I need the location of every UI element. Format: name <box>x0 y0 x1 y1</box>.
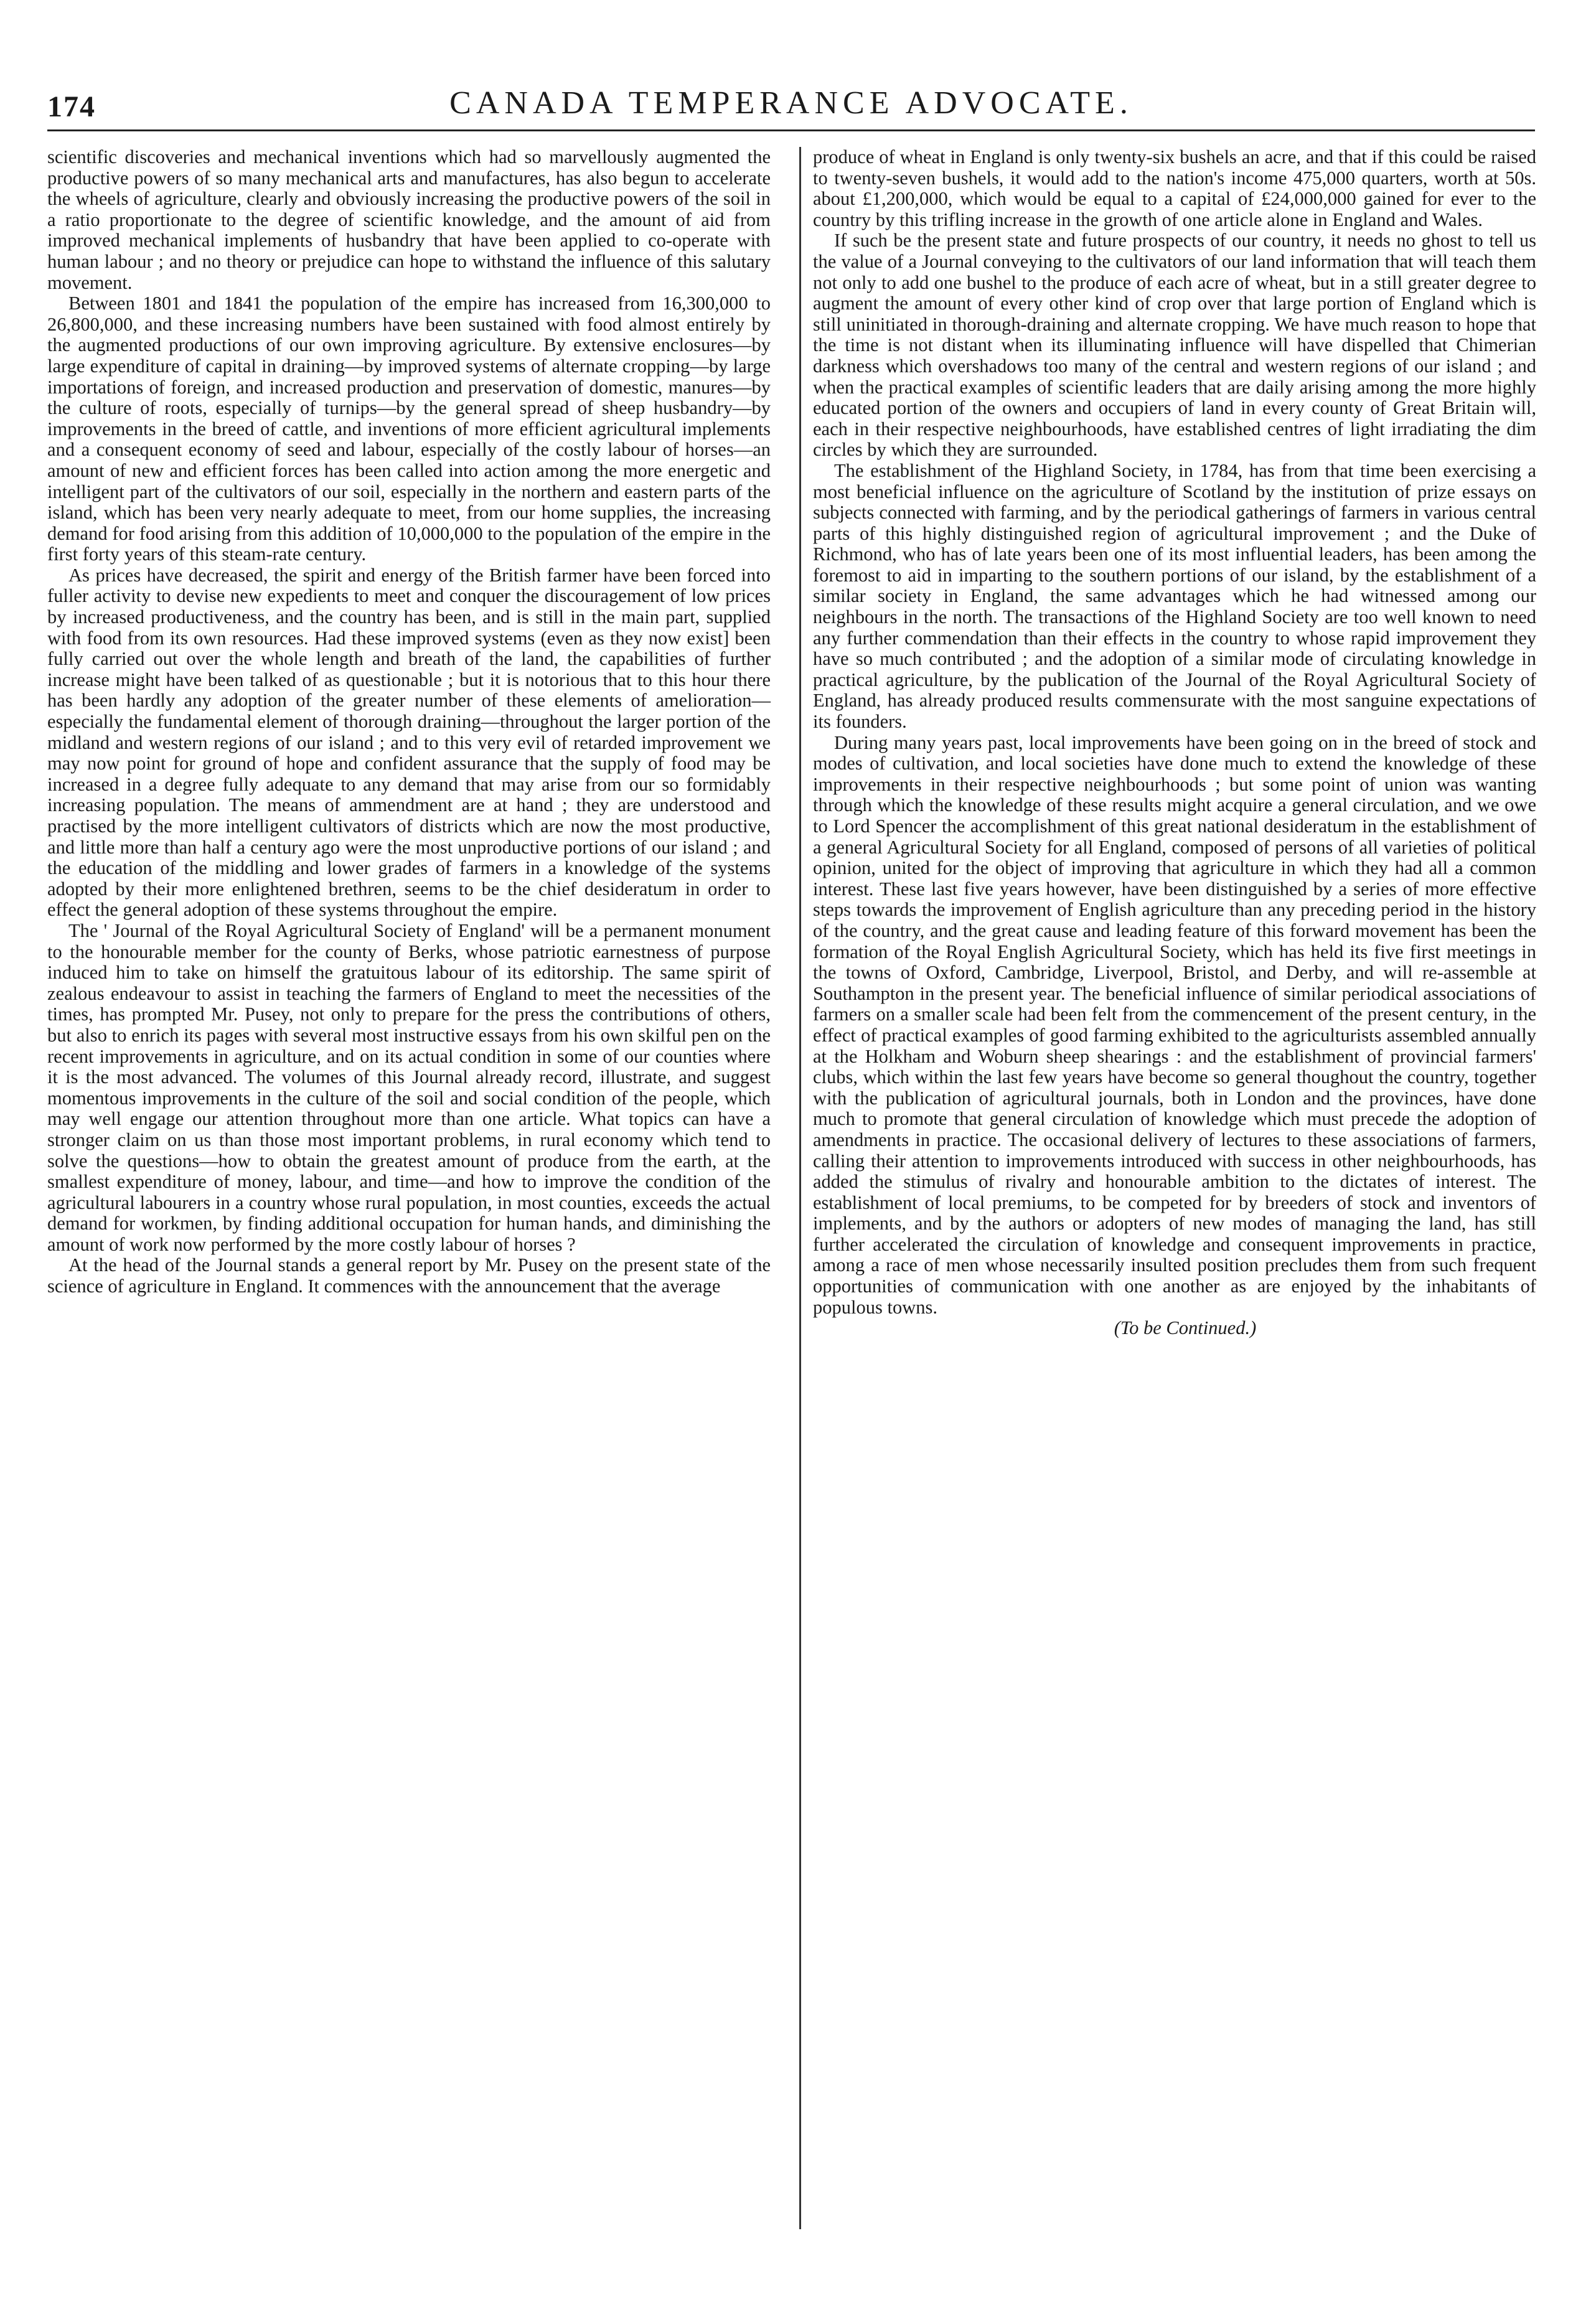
page-header <box>47 80 1535 131</box>
running-title: CANADA TEMPERANCE ADVOCATE. <box>449 85 1133 121</box>
left-column <box>47 147 771 1297</box>
column-divider <box>799 147 801 2229</box>
paragraph: If such be the present state and future prospects of our country, it needs no ghost to tell us the value of a Journal conveying to the cultivators of our land information that will teach them not only to add one bushel to the produce of each acre of wheat, but in a still greater degree to augment the amount of every other kind of crop over that large portion of England which is still uninitiated in thorough-draining and alternate cropping. We have much reason to hope that the time is not distant when its illuminating influence will have dispelled that Chimerian darkness which overshadows too many of the central and western regions of our island ; and when the practical examples of scientific leaders that are daily arising among the more highly educated portion of the owners and occupiers of land in every county of Great Britain will, each in their respective neighbourhoods, have established centres of light irradiating the dim circles by which they are surrounded. <box>813 230 1536 461</box>
paragraph: Between 1801 and 1841 the population of the empire has increased from 16,300,000 to 26,800,000, and these increasing numbers have been sustained with food almost entirely by the augmented productions of our own improving agriculture. By extensive enclosures—by large expenditure of capital in draining—by improved systems of alternate cropping—by large importations of foreign, and increased production and preservation of domestic, manures—by the culture of roots, especially of turnips—by the general spread of sheep husbandry—by improvements in the breed of cattle, and inventions of more efficient agricultural implements and a consequent economy of seed and labour, especially of the costly labour of horses—an amount of new and efficient forces has been called into action among the more energetic and intelligent part of the cultivators of our soil, especially in the northern and eastern parts of the island, which has been very nearly adequate to meet, from our home supplies, the increasing demand for food arising from this addition of 10,000,000 to the population of the empire in the first forty years of this steam-rate century. <box>47 293 771 565</box>
right-column <box>813 147 1536 1339</box>
page-number: 174 <box>47 90 96 123</box>
paragraph: As prices have decreased, the spirit and energy of the British farmer have been forced into fuller activity to devise new expedients to meet and conquer the discouragement of low prices by increased productiveness, and the country has been, and is still in the main part, supplied with food from its own resources. Had these improved systems (even as they now exist] been fully carried out over the whole length and breath of the land, the capabilities of further increase might have been talked of as questionable ; but it is notorious that to this hour there has been hardly any adoption of the greater number of these elements of amelioration—especially the fundamental element of thorough draining—throughout the larger portion of the midland and western regions of our island ; and to this very evil of retarded improvement we may now point for ground of hope and confident assurance that the supply of food may be increased in a degree fully adequate to any demand that may arise from our so formidably increasing population. The means of ammendment are at hand ; they are understood and practised by the more intelligent cultivators of districts which are now the most productive, and little more than half a century ago were the most unproductive portions of our island ; and the education of the middling and lower grades of farmers in a knowledge of the systems adopted by their more enlightened brethren, seems to be the chief desideratum in order to effect the general adoption of these systems throughout the empire. <box>47 564 771 921</box>
paragraph: During many years past, local improvements have been going on in the breed of stock and modes of cultivation, and local societies have done much to extend the knowledge of these improvements in their respective neighbourhoods ; but some point of union was wanting through which the knowledge of these results might acquire a general circulation, and we owe to Lord Spencer the accomplishment of this great national desideratum in the establishment of a general Agricultural Society for all England, composed of persons of all varieties of political opinion, united for the object of improving that agriculture in which they had all a common interest. These last five years however, have been distinguished by a series of more effective steps towards the improvement of English agriculture than any preceding period in the history of the country, and the great cause and leading feature of this forward movement has been the formation of the Royal English Agricultural Society, which has held its five first meetings in the towns of Oxford, Cambridge, Liverpool, Bristol, and Derby, and will re-assemble at Southampton in the present year. The beneficial influence of similar periodical associations of farmers on a smaller scale had been felt from the commencement of the present century, in the effect of practical examples of good farming exhibited to the agriculturists assembled annually at the Holkham and Woburn sheep shearings : and the establishment of provincial farmers' clubs, which within the last few years have become so general thoughout the country, together with the publication of agricultural journals, both in London and the provinces, have done much to promote that general circulation of knowledge which must precede the adoption of amendments in practice. The occasional delivery of lectures to these associations of farmers, calling their attention to improvements introduced with success in other neighbourhoods, has added the stimulus of rivalry and honourable ambition to the dictates of interest. The establishment of local premiums, to be competed for by breeders of stock and inventors of implements, and by the authors or adopters of new modes of managing the land, has still further accelerated the circulation of knowledge and consequent improvements in practice, among a race of men whose necessarily insulted position precludes them from such frequent opportunities of communication with one another as are enjoyed by the inhabitants of populous towns. <box>813 731 1536 1318</box>
paragraph: scientific discoveries and mechanical inventions which had so marvellously augmented the productive powers of so many mechanical arts and manufactures, has also begun to accelerate the wheels of agriculture, clearly and obviously increasing the productive powers of the soil in a ratio proportionate to the degree of scientific knowledge, and the amount of aid from improved mechanical implements of husbandry that have been applied to co-operate with human labour ; and no theory or prejudice can hope to withstand the influence of this salutary movement. <box>47 146 771 293</box>
paragraph: produce of wheat in England is only twenty-six bushels an acre, and that if this could be raised to twenty-seven bushels, it would add to the nation's income 475,000 quarters, worth at 50s. about £1,200,000, which would be equal to a capital of £24,000,000 gained for ever to the country by this trifling increase in the growth of one article alone in England and Wales. <box>813 146 1536 230</box>
continuation-note: (To be Continued.) <box>1114 1317 1257 1339</box>
paragraph: The ' Journal of the Royal Agricultural Society of England' will be a permanent monument to the honourable member for the county of Berks, whose patriotic earnestness of purpose induced him to take on himself the gratuitous labour of its editorship. The same spirit of zealous endeavour to assist in teaching the farmers of England to meet the necessities of the times, has prompted Mr. Pusey, not only to prepare for the press the contributions of others, but also to enrich its pages with several most instructive essays from his own skilful pen on the recent improvements in agriculture, and on its actual condition in some of our counties where it is the most advanced. The volumes of this Journal already record, illustrate, and suggest momentous improvements in the culture of the soil and social condition of the people, which may well engage our attention throughout more than one article. What topics can have a stronger claim on us than those most important problems, in rural economy which tend to solve the questions—how to obtain the greatest amount of produce from the earth, at the smallest expenditure of money, labour, and time—and how to improve the condition of the agricultural labourers in a country whose rural population, in most counties, exceeds the actual demand for workmen, by finding additional occupation for human hands, and diminishing the amount of work now performed by the more costly labour of horses ? <box>47 919 771 1255</box>
paragraph: The establishment of the Highland Society, in 1784, has from that time been exercising a most beneficial influence on the agriculture of Scotland by the institution of prize essays on subjects connected with farming, and by the periodical gatherings of farmers in various central parts of this highly distinguished region of agricultural improvement ; and the Duke of Richmond, who has of late years been one of its most influential leaders, has been among the foremost to aid in imparting to the southern portions of our island, by the establishment of a similar society in England, the same advantages which he had witnessed among our neighbours in the north. The transactions of the Highland Society are too well known to need any further commendation than their effects in the country to whose rapid improvement they have so much contributed ; and the adoption of a similar mode of circulating knowledge in practical agriculture, by the publication of the Journal of the Royal Agricultural Society of England, has already produced results commensurate with the most sanguine expectations of its founders. <box>813 459 1536 733</box>
paragraph: At the head of the Journal stands a general report by Mr. Pusey on the present state of the science of agriculture in England. It commences with the announcement that the average <box>47 1254 771 1297</box>
